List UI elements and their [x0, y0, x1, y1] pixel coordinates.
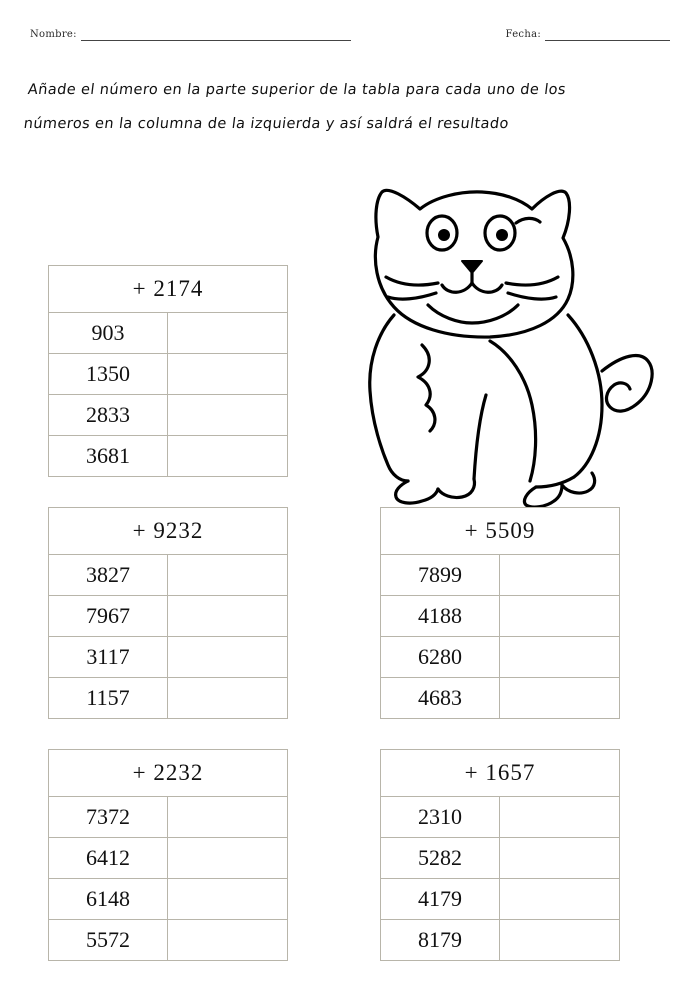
- table-row: [381, 637, 619, 678]
- addition-table: [48, 749, 288, 961]
- date-input-line[interactable]: [545, 28, 670, 41]
- operand-cell: 4179: [381, 879, 500, 919]
- operand-cell: 2833: [49, 395, 168, 435]
- operand-cell: 1350: [49, 354, 168, 394]
- addition-tables: [0, 255, 700, 975]
- table-header: + 5509: [381, 508, 619, 555]
- answer-cell[interactable]: [168, 678, 287, 718]
- operand-cell: 6280: [381, 637, 500, 677]
- answer-cell[interactable]: [168, 637, 287, 677]
- table-row: [381, 920, 619, 960]
- table-row: [49, 313, 287, 354]
- answer-cell[interactable]: [168, 797, 287, 837]
- table-row: [381, 678, 619, 718]
- table-header: + 1657: [381, 750, 619, 797]
- operand-cell: 4188: [381, 596, 500, 636]
- answer-cell[interactable]: [500, 596, 619, 636]
- answer-cell[interactable]: [168, 354, 287, 394]
- operand-cell: 7967: [49, 596, 168, 636]
- instructions-line-1: Añade el número en la parte superior de la tabla para cada uno de los: [26, 82, 567, 98]
- operand-cell: 903: [49, 313, 168, 353]
- table-row: [49, 838, 287, 879]
- answer-cell[interactable]: [168, 879, 287, 919]
- answer-cell[interactable]: [168, 395, 287, 435]
- operand-cell: 6412: [49, 838, 168, 878]
- answer-cell[interactable]: [500, 879, 619, 919]
- operand-cell: 3827: [49, 555, 168, 595]
- answer-cell[interactable]: [500, 555, 619, 595]
- instructions-text: [22, 73, 670, 141]
- operand-cell: 8179: [381, 920, 500, 960]
- table-row: [381, 879, 619, 920]
- table-row: [381, 838, 619, 879]
- table-row: [49, 395, 287, 436]
- table-row: [49, 555, 287, 596]
- table-row: [49, 920, 287, 960]
- table-header: + 2174: [49, 266, 287, 313]
- instructions-line-2: números en la columna de la izquierda y así saldrá el resultado: [22, 116, 510, 132]
- addition-table: [48, 265, 288, 477]
- date-field[interactable]: [506, 28, 670, 41]
- operand-cell: 7372: [49, 797, 168, 837]
- operand-cell: 4683: [381, 678, 500, 718]
- operand-cell: 2310: [381, 797, 500, 837]
- answer-cell[interactable]: [168, 838, 287, 878]
- answer-cell[interactable]: [168, 313, 287, 353]
- addition-table: [380, 749, 620, 961]
- operand-cell: 3681: [49, 436, 168, 476]
- table-header: + 2232: [49, 750, 287, 797]
- table-row: [49, 436, 287, 476]
- operand-cell: 7899: [381, 555, 500, 595]
- table-row: [381, 596, 619, 637]
- answer-cell[interactable]: [500, 920, 619, 960]
- operand-cell: 1157: [49, 678, 168, 718]
- answer-cell[interactable]: [168, 555, 287, 595]
- name-label: Nombre:: [30, 29, 77, 40]
- addition-table: [48, 507, 288, 719]
- operand-cell: 3117: [49, 637, 168, 677]
- operand-cell: 5282: [381, 838, 500, 878]
- table-row: [49, 596, 287, 637]
- operand-cell: 6148: [49, 879, 168, 919]
- student-header: [30, 28, 670, 41]
- answer-cell[interactable]: [500, 637, 619, 677]
- addition-table: [380, 507, 620, 719]
- operand-cell: 5572: [49, 920, 168, 960]
- name-field[interactable]: [30, 28, 351, 41]
- name-input-line[interactable]: [81, 28, 351, 41]
- answer-cell[interactable]: [168, 436, 287, 476]
- table-header: + 9232: [49, 508, 287, 555]
- table-row: [381, 797, 619, 838]
- answer-cell[interactable]: [500, 678, 619, 718]
- table-row: [49, 354, 287, 395]
- answer-cell[interactable]: [168, 920, 287, 960]
- table-row: [381, 555, 619, 596]
- table-row: [49, 797, 287, 838]
- answer-cell[interactable]: [500, 797, 619, 837]
- answer-cell[interactable]: [500, 838, 619, 878]
- table-row: [49, 879, 287, 920]
- table-row: [49, 678, 287, 718]
- answer-cell[interactable]: [168, 596, 287, 636]
- table-row: [49, 637, 287, 678]
- date-label: Fecha:: [505, 29, 541, 40]
